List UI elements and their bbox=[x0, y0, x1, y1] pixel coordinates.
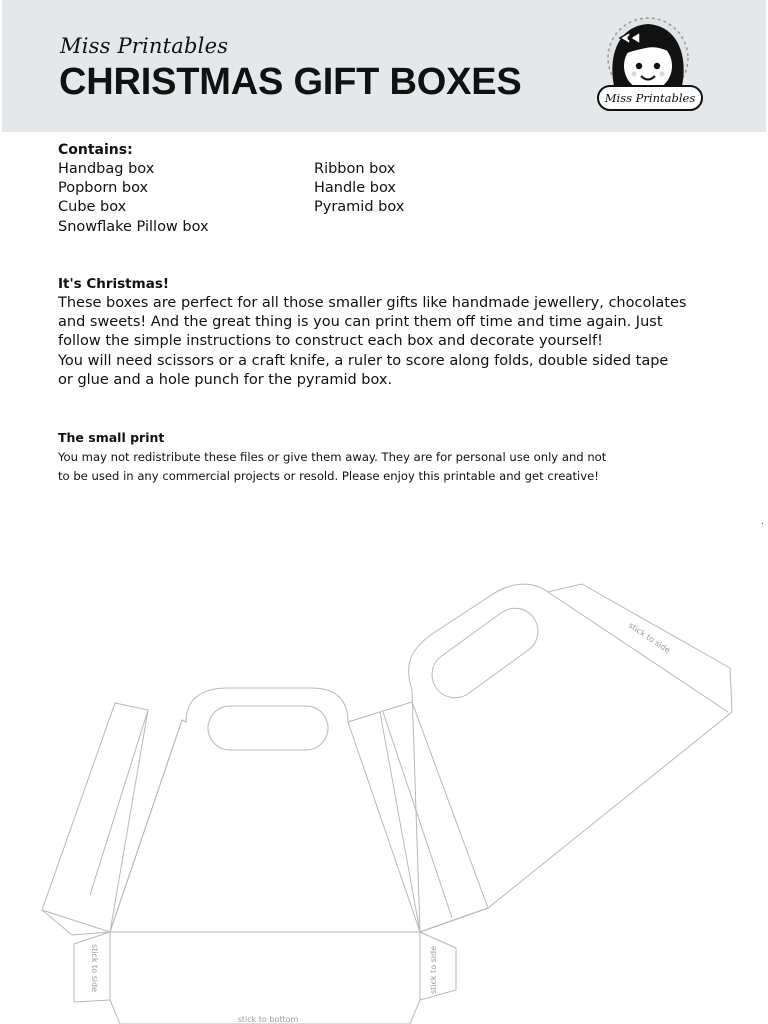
stray-mark: . bbox=[761, 517, 764, 527]
list-item: Snowflake Pillow box bbox=[58, 218, 209, 235]
paragraph-line: You will need scissors or a craft knife, a ruler to score along folds, double sided tape bbox=[58, 352, 669, 369]
contains-list-right bbox=[314, 160, 404, 218]
right-bottom-fold bbox=[420, 908, 488, 932]
fold-label: stick to bottom bbox=[237, 1015, 299, 1024]
left-bottom-fold bbox=[42, 910, 110, 932]
list-item: Pyramid box bbox=[314, 199, 405, 216]
bottom-panel bbox=[110, 932, 420, 1024]
fold-label: stick to side bbox=[429, 945, 438, 995]
small-print-paragraph bbox=[58, 448, 606, 486]
list-item: Cube box bbox=[58, 199, 127, 216]
list-item: Popborn box bbox=[58, 180, 149, 197]
paragraph-line: and sweets! And the great thing is you can print them off time and time again. Just bbox=[58, 314, 663, 331]
logo-wordmark: Miss Printables bbox=[604, 91, 696, 105]
fold-label: stick to side bbox=[90, 943, 99, 993]
handbag-box-template bbox=[0, 560, 768, 1024]
paragraph-line: You may not redistribute these files or give them away. They are for personal use only and not bbox=[58, 450, 607, 464]
christmas-paragraph bbox=[58, 294, 686, 390]
left-fold-line bbox=[90, 710, 148, 895]
front-panel bbox=[110, 688, 420, 932]
list-item: Handle box bbox=[314, 180, 396, 197]
page-title: CHRISTMAS GIFT BOXES bbox=[59, 61, 522, 103]
list-item: Handbag box bbox=[58, 161, 155, 177]
left-side-panel bbox=[42, 703, 148, 935]
paragraph-line: to be used in any commercial projects or resold. Please enjoy this printable and get creative! bbox=[58, 469, 599, 483]
fold-label: stick to side bbox=[626, 620, 672, 656]
paragraph-line: follow the simple instructions to construct each box and decorate yourself! bbox=[58, 333, 603, 350]
contains-list-left bbox=[58, 160, 209, 237]
right-tab bbox=[420, 932, 456, 1000]
christmas-heading: It's Christmas! bbox=[58, 276, 170, 292]
miss-printables-logo bbox=[594, 12, 706, 116]
page-header bbox=[2, 0, 766, 132]
small-print-heading: The small print bbox=[58, 430, 165, 445]
brand-name: Miss Printables bbox=[60, 34, 229, 58]
back-handle-hole bbox=[423, 599, 547, 707]
contains-heading: Contains: bbox=[58, 142, 133, 158]
handle-hole bbox=[208, 706, 328, 750]
paragraph-line: These boxes are perfect for all those smaller gifts like handmade jewellery, chocolates bbox=[58, 295, 687, 311]
right-fold-line bbox=[383, 712, 452, 918]
list-item: Ribbon box bbox=[314, 161, 396, 177]
paragraph-line: or glue and a hole punch for the pyramid box. bbox=[58, 371, 393, 388]
back-panel bbox=[409, 584, 732, 932]
